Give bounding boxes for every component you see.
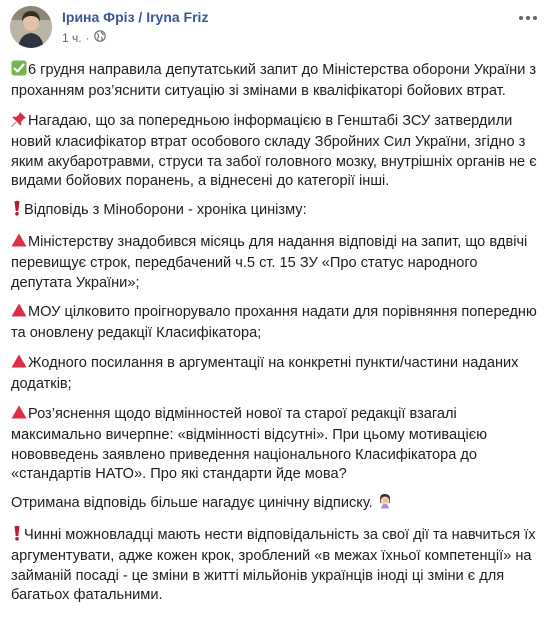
- paragraph-6: [11, 353, 539, 395]
- more-options-button[interactable]: [516, 8, 540, 28]
- paragraph-text: 6 грудня направила депутатський запит до Міністерства оборони України з проханням роз’яснити ситуацію зі змінами в кваліфікаторі бойових втрат.: [11, 62, 537, 100]
- paragraph-5: [11, 302, 539, 344]
- pushpin-icon: [11, 111, 27, 133]
- paragraph-text: Роз’яснення щодо відмінностей нової та старої редакції взагалі максимально вичерпне: «відмінності відсутні». При цьому мотивацією нововведень заявлено приведення національного Класифікатора до «стандартів НАТО». Про які стандарти йде мова?: [11, 405, 488, 482]
- red-triangle-icon: [11, 302, 27, 324]
- red-triangle-icon: [11, 404, 27, 426]
- paragraph-9: [11, 525, 539, 606]
- paragraph-text: МОУ цілковито проігнорувало прохання надати для порівняння попередню та оновлену редакції Класифікатора;: [11, 304, 537, 342]
- paragraph-7: [11, 404, 539, 485]
- paragraph-8: [11, 493, 539, 515]
- post-text: [11, 60, 539, 614]
- meta-separator: ·: [85, 30, 90, 45]
- post-meta: [62, 30, 106, 45]
- author-avatar[interactable]: [10, 6, 52, 48]
- post-header: [10, 6, 550, 50]
- exclamation-icon: [11, 200, 23, 222]
- red-triangle-icon: [11, 232, 27, 254]
- more-icon: [518, 15, 538, 21]
- paragraph-text: Отримана відповідь більше нагадує цинічну відписку.: [11, 495, 373, 512]
- paragraph-text: Жодного посилання в аргументації на конкретні пункти/частини наданих додатків;: [11, 354, 519, 393]
- globe-icon[interactable]: [94, 30, 106, 45]
- paragraph-text: Відповідь з Міноборони - хроніка цинізму:: [24, 202, 307, 219]
- paragraph-text: Міністерству знадобився місяць для надання відповіді на запит, що вдвічі перевищує строк, передбачений ч.5 ст. 15 ЗУ «Про статус народного депутата України»;: [11, 233, 528, 291]
- exclamation-icon: [11, 525, 23, 547]
- paragraph-2: [11, 111, 539, 192]
- paragraph-text: Нагадаю, що за попередньою інформацією в Генштабі ЗСУ затвердили новий класифікатор втрат особового складу Збройних Сил України, згідно з яким акубаротравми, струси та забої головного мозку, внутрішніх органів не є видами бойових поранень, а віднесені до категорії інші.: [11, 112, 537, 190]
- paragraph-3: [11, 200, 539, 222]
- author-name[interactable]: Ірина Фріз / Iryna Friz: [62, 9, 209, 25]
- red-triangle-icon: [11, 353, 27, 375]
- avatar-image: [10, 6, 52, 48]
- paragraph-1: [11, 60, 539, 102]
- facepalm-icon: [377, 493, 393, 515]
- paragraph-4: [11, 232, 539, 293]
- paragraph-text: Чинні можновладці мають нести відповідальність за свої дії та навчиться їх аргументувати, адже кожен крок, зроблений «в межах їхньої компетенції» на займаній посаді - це зміни в житті мільйонів українців іноді ці зміни є для багатьох фатальними.: [11, 526, 536, 603]
- post-timestamp[interactable]: 1 ч.: [62, 30, 82, 45]
- check-mark-icon: [11, 60, 27, 82]
